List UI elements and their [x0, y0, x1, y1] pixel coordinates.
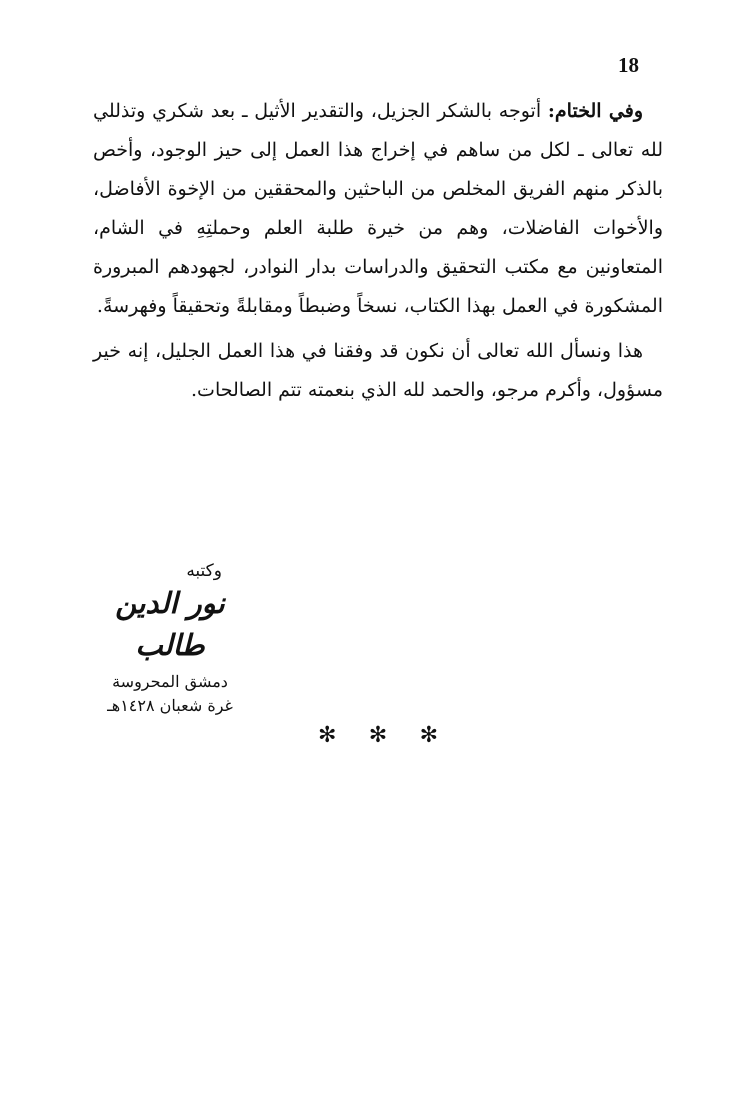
signature-place: دمشق المحروسة: [112, 672, 228, 691]
main-text: [93, 92, 663, 410]
signature-block: [90, 560, 250, 718]
signature-date: غرة شعبان ١٤٢٨هـ: [107, 696, 233, 715]
paragraph-thanks-text: أتوجه بالشكر الجزيل، والتقدير الأثيل ـ بعد شكري وتذللي لله تعالى ـ لكل من ساهم في إخراج هذا العمل إلى حيز الوجود، وأخص بالذكر منهم الفريق المخلص من الباحثين والمحققين من الإخوة الأفاضل، والأخوات الفاضلات، وهم من خيرة طلبة العلم وحملتِهِ في الشام، المتعاونين مع مكتب التحقيق والدراسات بدار النوادر، لجهودهم المبرورة المشكورة في العمل بهذا الكتاب، نسخاً وضبطاً ومقابلةً وتحقيقاً وفهرسةً.: [93, 100, 663, 317]
section-end-ornament: [318, 722, 438, 750]
paragraph-lead-heading: وفي الختام:: [547, 100, 644, 122]
asterisk-star-icon: ✻: [419, 723, 438, 748]
page-number: 18: [618, 53, 639, 77]
paragraph-prayer: هذا ونسأل الله تعالى أن نكون قد وفقنا في هذا العمل الجليل، إنه خير مسؤول، وأكرم مرجو، والحمد لله الذي بنعمته تتم الصالحات.: [93, 340, 663, 401]
asterisk-star-icon: ✻: [368, 723, 388, 748]
signature-author-name: نور الدين طالب: [115, 586, 225, 662]
paragraph-closing-thanks: [93, 92, 663, 326]
signature-wrote-by: وكتبه: [186, 561, 222, 581]
asterisk-star-icon: ✻: [318, 723, 337, 748]
